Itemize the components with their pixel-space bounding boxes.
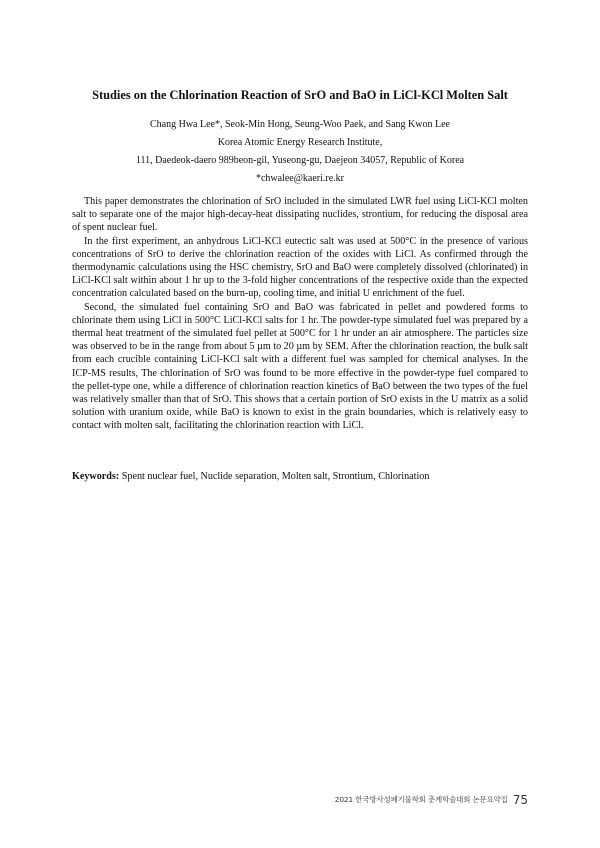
keywords-label: Keywords: [72,471,120,482]
abstract-paragraph-2: In the first experiment, an anhydrous LiCl-KCl eutectic salt was used at 500°C in the presence of various concentrations of SrO to derive the chlorination reaction of the oxides with LiCl. As confirmed through the thermodynamic calculations using the HSC chemistry, SrO and BaO were completely dissolved (chlorinated) in LiCl-KCl salt within about 1 hr up to the 3-fold higher concentrations of the respective oxide than the expected concentration calculated based on the burn-up, cooling time, and initial U enrichment of the fuel. [72,235,528,300]
keywords-list: Spent nuclear fuel, Nuclide separation, Molten salt, Strontium, Chlorination [119,471,430,482]
keywords-line [72,470,528,483]
corresponding-email: *chwalee@kaeri.re.kr [255,173,345,184]
abstract-paragraph-3: Second, the simulated fuel containing SrO and BaO was fabricated in pellet and powdered forms to chlorinate them using LiCl in 500°C LiCl-KCl salts for 1 hr. The powder-type simulated fuel was prepared by a thermal heat treatment of the simulated fuel pellet at 500°C for 1 hr under an air atmosphere. The particles size was observed to be in the range from about 5 µm to 20 µm by SEM. After the chlorination reaction, the bulk salt from each crucible containing LiCl-KCl salt with a different fuel was sampled for chemical analyses. In the ICP-MS results, The chlorination of SrO was found to be more effective in the powder-type fuel compared to the pellet-type one, while a difference of chlorination reaction kinetics of BaO between the two types of the fuel was relatively smaller than that of SrO. This shows that a certain portion of SrO exists in the U matrix as a solid solution with uranium oxide, while BaO is known to exist in the grain boundaries, which is relatively easy to contact with molten salt, facilitating the chlorination reaction with LiCl. [72,301,528,432]
abstract-body [72,195,528,433]
page-number: 75 [512,793,528,807]
institution: Korea Atomic Energy Research Institute, [217,137,383,148]
page-footer [335,789,528,808]
proceedings-name: 2021 한국방사성폐기물학회 춘계학술대회 논문요약집 [334,795,508,804]
abstract-paragraph-1: This paper demonstrates the chlorination of SrO included in the simulated LWR fuel using LiCl-KCl molten salt to separate one of the major high-decay-heat dissipating nuclides, strontium, for reducing the disposal area of spent nuclear fuel. [72,196,528,234]
address: 111, Daedeok-daero 989beon-gil, Yuseong-gu, Daejeon 34057, Republic of Korea [135,155,465,166]
author-list: Chang Hwa Lee*, Seok-Min Hong, Seung-Woo Paek, and Sang Kwon Lee [150,119,450,130]
paper-title: Studies on the Chlorination Reaction of SrO and BaO in LiCl-KCl Molten Salt [92,88,508,102]
